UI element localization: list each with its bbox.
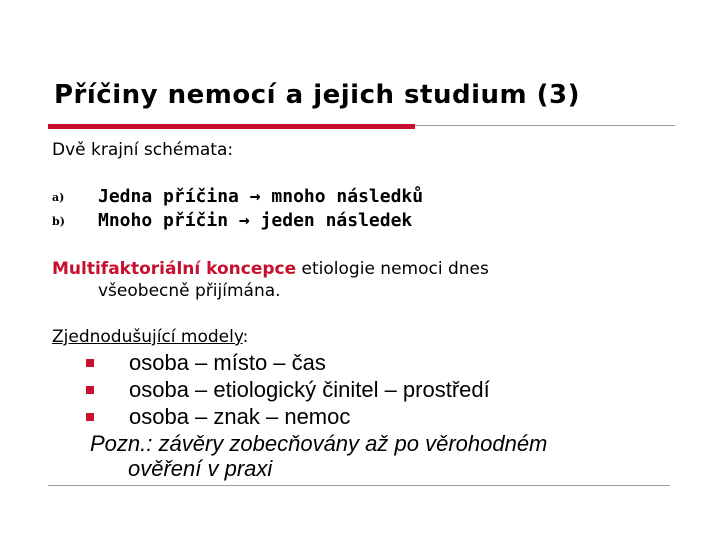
note-text-continuation: ověření v praxi [128, 456, 273, 481]
scheme-text: Jedna příčina → mnoho následků [98, 186, 424, 207]
model-item-text: osoba – znak – nemoc [129, 404, 351, 429]
list-marker: b) [52, 215, 65, 228]
list-marker: a) [52, 191, 65, 204]
model-item-text: osoba – etiologický činitel – prostředí [129, 377, 490, 402]
concept-text-continuation: všeobecně přijímána. [98, 281, 281, 301]
square-bullet-icon [86, 413, 94, 421]
models-heading-label: Zjednodušující modely [52, 327, 243, 347]
bottom-rule [48, 485, 670, 486]
scheme-text: Mnoho příčin → jeden následek [98, 210, 413, 231]
concept-highlight: Multifaktoriální koncepce [52, 259, 297, 279]
concept-paragraph [52, 258, 612, 302]
note-text: Pozn.: závěry zobecňovány až po věrohodném [90, 431, 548, 456]
square-bullet-icon [86, 386, 94, 394]
models-heading [52, 327, 248, 347]
models-heading-colon: : [242, 327, 249, 347]
intro-text: Dvě krajní schémata: [52, 140, 234, 160]
slide-title: Příčiny nemocí a jejich studium (3) [54, 80, 580, 110]
square-bullet-icon [86, 359, 94, 367]
note [90, 431, 650, 481]
concept-text: etiologie nemoci dnes [296, 259, 489, 279]
model-item-text: osoba – místo – čas [129, 350, 326, 375]
title-accent-bar [48, 124, 415, 129]
